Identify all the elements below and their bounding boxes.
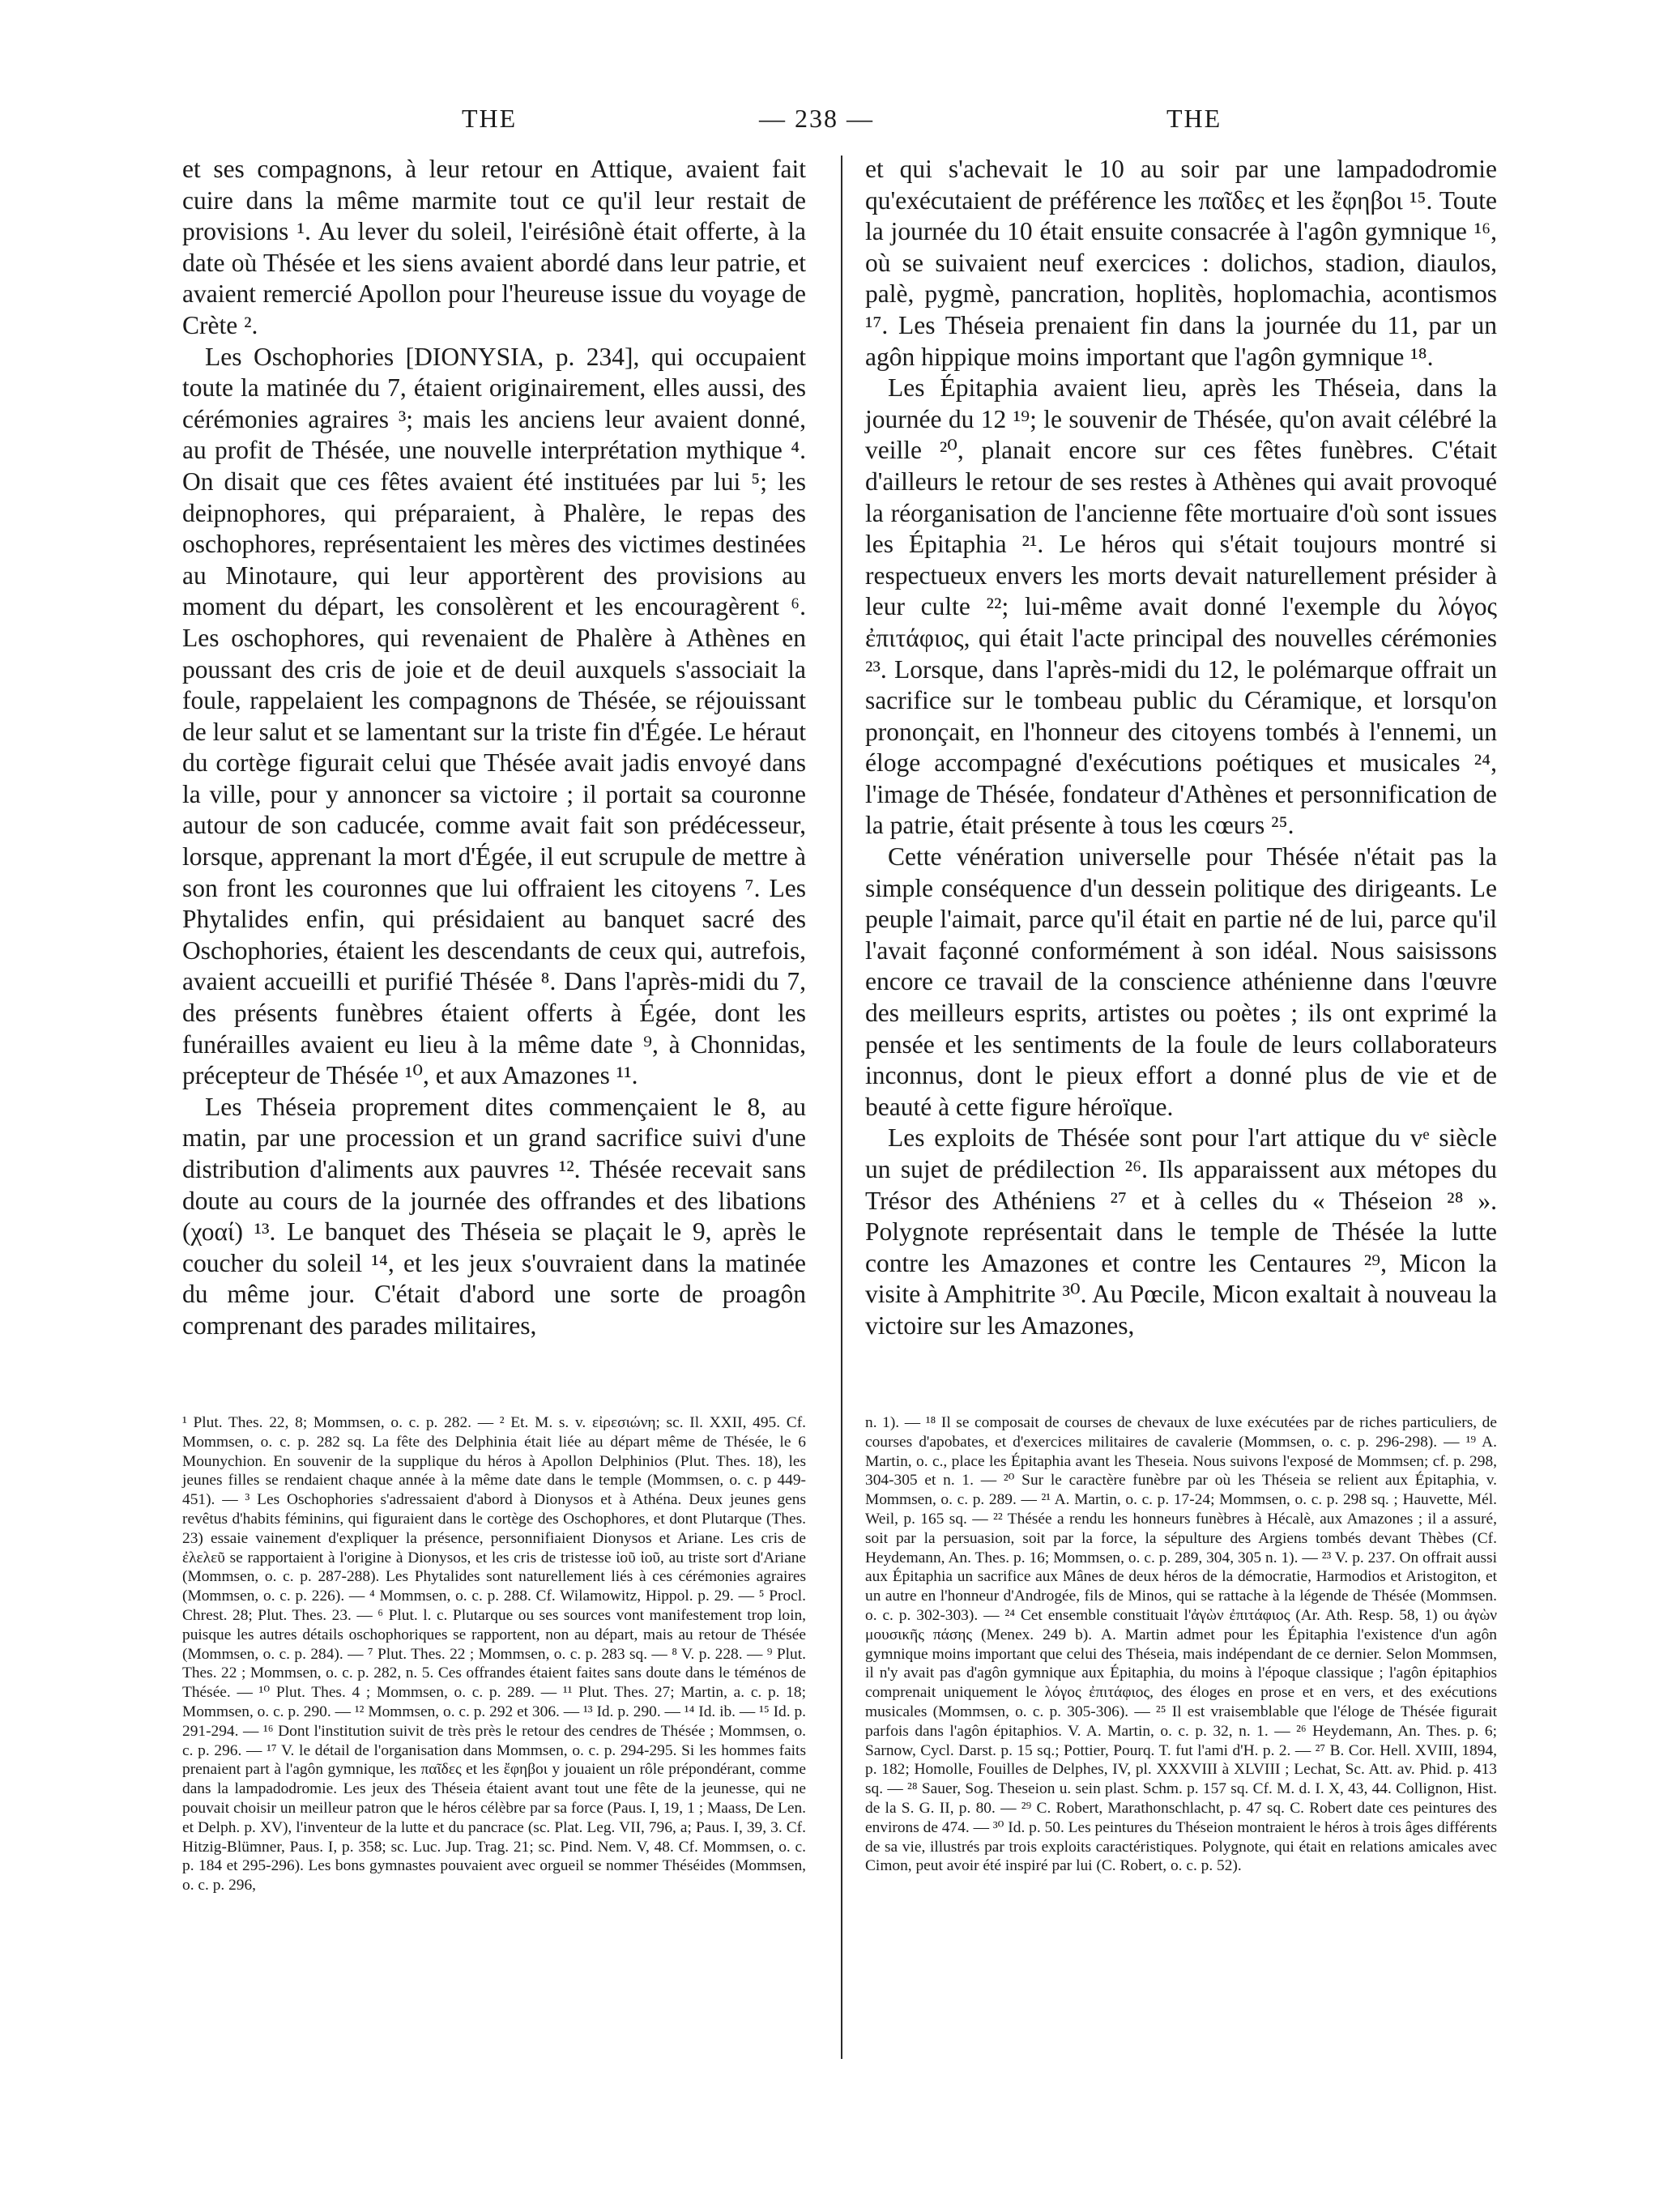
column-divider (841, 156, 842, 2059)
left-column (182, 154, 806, 1342)
running-head-left: THE (462, 104, 518, 133)
running-head-right: THE (1166, 104, 1222, 133)
paragraph: Les exploits de Thésée sont pour l'art attique du vᵉ siècle un sujet de prédilection ²⁶. Ils apparaissent aux métopes du Trésor des Athéniens ²⁷ et à celles du « Théseion ²⁸ ». Polygnote représentait dans le temple de Thésée la lutte contre les Amazones et contre les Centaures ²⁹, Micon la visite à Amphitrite ³⁰. Au Pœcile, Micon exaltait à nouveau la victoire sur les Amazones, (865, 1123, 1497, 1340)
paragraph: Les Oschophories [DIONYSIA, p. 234], qui occupaient toute la matinée du 7, étaient originairement, elles aussi, des cérémonies agraires ³; mais les anciens leur avaient donné, au profit de Thésée, une nouvelle interprétation mythique ⁴. On disait que ces fêtes avaient été instituées par lui ⁵; les deipnophores, qui préparaient, à Phalère, le repas des oschophores, représentaient les mères des victimes destinées au Minotaure, qui leur apportèrent des provisions au moment du départ, les consolèrent et les encouragèrent ⁶. Les oschophores, qui revenaient de Phalère à Athènes en poussant des cris de joie et de deuil auxquels s'associait la foule, rappelaient les compagnons de Thésée, se réjouissant de leur salut et se lamentant sur la triste fin d'Égée. Le héraut du cortège figurait celui que Thésée avait jadis envoyé dans la ville, pour y annoncer sa victoire ; il portait sa couronne autour de son caducée, comme avait fait son prédécesseur, lorsque, apprenant la mort d'Égée, il eut scrupule de mettre à son front les couronnes que lui offraient les citoyens ⁷. Les Phytalides enfin, qui présidaient au banquet sacré des Oschophories, étaient les descendants de ceux qui, autrefois, avaient accueilli et purifié Thésée ⁸. Dans l'après-midi du 7, des présents funèbres étaient offerts à Égée, dont les funérailles avaient eu lieu à la même date ⁹, à Chonnidas, précepteur de Thésée ¹⁰, et aux Amazones ¹¹. (182, 342, 806, 1090)
right-column (865, 154, 1497, 1342)
paragraph: Cette vénération universelle pour Thésée n'était pas la simple conséquence d'un dessein politique des dirigeants. Le peuple l'aimait, parce qu'il était en partie né de lui, parce qu'il l'avait façonné conformément à son idéal. Nous saisissons encore ce travail de la conscience athénienne dans l'œuvre des meilleurs esprits, artistes ou poètes ; ils ont exprimé la pensée et les sentiments de la foule de leurs collaborateurs inconnus, dont le pieux effort a donné plus de vie et de beauté à cette figure héroïque. (865, 842, 1497, 1121)
page-header (182, 104, 1462, 146)
footnotes-right: n. 1). — ¹⁸ Il se composait de courses de chevaux de luxe exécutées par de riches particuliers, de courses d'apobates, et d'exercices militaires de cavalerie (Mommsen, o. c. p. 296-298). — ¹⁹ A. Martin, o. c., place les Épitaphia avant les Theseia. Nous suivons l'exposé de Mommsen; cf. p. 298, 304-305 et n. 1. — ²⁰ Sur le caractère funèbre par où les Théseia se relient aux Épitaphia, v. Mommsen, o. c. p. 289. — ²¹ A. Martin, o. c. p. 17-24; Mommsen, o. c. p. 298 sq. ; Hauvette, Mél. Weil, p. 165 sq. — ²² Thésée a rendu les honneurs funèbres à Hécalè, aux Amazones ; il a assuré, soit par la persuasion, soit par la force, la sépulture des Argiens tombés devant Thèbes (Cf. Heydemann, An. Thes. p. 16; Mommsen, o. c. p. 289, 304, 305 n. 1). — ²³ V. p. 237. On offrait aussi aux Épitaphia un sacrifice aux Mânes de deux héros de la démocratie, Harmodios et Aristogiton, et un autre en l'honneur d'Androgée, fils de Minos, qui se rattache à la légende de Thésée (Mommsen. o. c. p. 302-303). — ²⁴ Cet ensemble constituait l'ἀγὼν ἐπιτάφιος (Ar. Ath. Resp. 58, 1) ou ἀγὼν μουσικῆς πάσης (Menex. 249 b). A. Martin admet pour les Épitaphia l'existence d'un agôn gymnique moins important que celui des Théseia, mais indépendant de ce dernier. Selon Mommsen, il n'y avait pas d'agôn gymnique aux Épitaphia, du moins à l'époque classique ; l'agôn épitaphios comprenait uniquement le λόγος ἐπιτάφιος, des éloges en prose et en vers, et des exécutions musicales (Mommsen, o. c. p. 305-306). — ²⁵ Il est vraisemblable que l'éloge de Thésée figurait parfois dans l'agôn épitaphios. V. A. Martin, o. c. p. 32, n. 1. — ²⁶ Heydemann, An. Thes. p. 6; Sarnow, Cycl. Darst. p. 15 sq.; Pottier, Pourq. T. fut l'ami d'H. p. 2. — ²⁷ B. Cor. Hell. XVIII, 1894, p. 182; Homolle, Fouilles de Delphes, IV, pl. XXXVIII à XLVIII ; Lechat, Sc. Att. av. Phid. p. 413 sq. — ²⁸ Sauer, Sog. Theseion u. sein plast. Schm. p. 157 sq. Cf. M. d. I. X, 43, 44. Collignon, Hist. de la S. G. II, p. 80. — ²⁹ C. Robert, Marathonschlacht, p. 47 sq. C. Robert date ces peintures des environs de 474. — ³⁰ Id. p. 50. Les peintures du Théseion montraient le héros à trois âges différents de sa vie, illustrés par trois exploits caractéristiques. Polygnote, qui était en relations amicales avec Cimon, peut avoir été inspiré par lui (C. Robert, o. c. p. 52). (865, 1414, 1497, 1875)
footnotes-left: ¹ Plut. Thes. 22, 8; Mommsen, o. c. p. 282. — ² Et. M. s. v. εἰρεσιώνη; sc. Il. XXII, 495. Cf. Mommsen, o. c. p. 282 sq. La fête des Delphinia était liée au départ même de Thésée, le 6 Mounychion. En souvenir de la supplique du héros à Apollon Delphinios (Plut. Thes. 18), les jeunes filles se rendaient chaque année à la même date dans le temple (Mommsen, o. c. p 449-451). — ³ Les Oschophories s'adressaient d'abord à Dionysos et à Athéna. Deux jeunes gens revêtus d'habits féminins, qui figuraient dans le cortège des Oschophores, et dont Plutarque (Thes. 23) essaie vainement d'expliquer la présence, personnifiaient Dionysos et Ariane. Les cris de ἐλελεῦ se rapportaient à l'origine à Dionysos, et les cris de tristesse ἰοῦ ἰοῦ, au triste sort d'Ariane (Mommsen, o. c. p. 287-288). Les Phytalides sont naturellement liés à ces cérémonies agraires (Mommsen, o. c. p. 226). — ⁴ Mommsen, o. c. p. 288. Cf. Wilamowitz, Hippol. p. 29. — ⁵ Procl. Chrest. 28; Plut. Thes. 23. — ⁶ Plut. l. c. Plutarque ou ses sources vont manifestement trop loin, puisque les autres détails oschophoriques se rapportent, non au départ, mais au retour de Thésée (Mommsen, o. c. p. 284). — ⁷ Plut. Thes. 22 ; Mommsen, o. c. p. 283 sq. — ⁸ V. p. 228. — ⁹ Plut. Thes. 22 ; Mommsen, o. c. p. 282, n. 5. Ces offrandes étaient faites sans doute dans le téménos de Thésée. — ¹⁰ Plut. Thes. 4 ; Mommsen, o. c. p. 289. — ¹¹ Plut. Thes. 27; Martin, a. c. p. 18; Mommsen, o. c. p. 290. — ¹² Mommsen, o. c. p. 292 et 306. — ¹³ Id. p. 290. — ¹⁴ Id. ib. — ¹⁵ Id. p. 291-294. — ¹⁶ Dont l'institution suivit de très près le retour des cendres de Thésée ; Mommsen, o. c. p. 296. — ¹⁷ V. le détail de l'organisation dans Mommsen, o. c. p. 294-295. Si les hommes faits prenaient part à l'agôn gymnique, les παῖδες et les ἔφηβοι y jouaient un rôle prépondérant, comme dans la lampadodromie. Les jeux des Théseia étaient avant tout une fête de la jeunesse, qui ne pouvait choisir un meilleur patron que le héros célèbre par sa force (Paus. I, 19, 1 ; Maass, De Len. et Delph. p. XV), l'inventeur de la lutte et du pancrace (sc. Plat. Leg. VII, 796, a; Paus. I, 39, 3. Cf. Hitzig-Blümner, Paus. I, p. 358; sc. Luc. Jup. Trag. 21; sc. Pind. Nem. V, 48. Cf. Mommsen, o. c. p. 184 et 295-296). Les bons gymnastes pouvaient avec orgueil se nommer Théséides (Mommsen, o. c. p. 296, (182, 1414, 806, 1894)
paragraph: et ses compagnons, à leur retour en Attique, avaient fait cuire dans la même marmite tout ce qu'il leur restait de provisions ¹. Au lever du soleil, l'eirésiônè était offerte, à la date où Thésée et les siens avaient abordé dans leur patrie, et avaient remercié Apollon pour l'heureuse issue du voyage de Crète ². (182, 155, 806, 339)
page-number: — 238 — (759, 104, 874, 133)
paragraph: et qui s'achevait le 10 au soir par une lampadodromie qu'exécutaient de préférence les παῖδες et les ἔφηβοι ¹⁵. Toute la journée du 10 était ensuite consacrée à l'agôn gymnique ¹⁶, où se suivaient neuf exercices : dolichos, stadion, diaulos, palè, pygmè, pancration, hoplitès, hoplomachia, acontismos ¹⁷. Les Théseia prenaient fin dans la journée du 11, par un agôn hippique moins important que l'agôn gymnique ¹⁸. (865, 155, 1497, 371)
paragraph: Les Épitaphia avaient lieu, après les Théseia, dans la journée du 12 ¹⁹; le souvenir de Thésée, qu'on avait célébré la veille ²⁰, planait encore sur ces fêtes funèbres. C'était d'ailleurs le retour de ses restes à Athènes qui avait provoqué la réorganisation de l'ancienne fête mortuaire d'où sont issues les Épitaphia ²¹. Le héros qui s'était toujours montré si respectueux envers les morts devait naturellement présider à leur culte ²²; lui-même avait donné l'exemple du λόγος ἐπιτάφιος, qui était l'acte principal des nouvelles cérémonies ²³. Lorsque, dans l'après-midi du 12, le polémarque offrait un sacrifice sur le tombeau public du Céramique, et lorsqu'on prononçait, en l'honneur des citoyens tombés à l'ennemi, un éloge accompagné d'exécutions poétiques et musicales ²⁴, l'image de Thésée, fondateur d'Athènes et personnification de la patrie, était présente à tous les cœurs ²⁵. (865, 373, 1497, 840)
paragraph: Les Théseia proprement dites commençaient le 8, au matin, par une procession et un grand sacrifice suivi d'une distribution d'aliments aux pauvres ¹². Thésée recevait sans doute au cours de la journée des offrandes et des libations (χοαί) ¹³. Le banquet des Théseia se plaçait le 9, après le coucher du soleil ¹⁴, et les jeux s'ouvraient dans la matinée du même jour. C'était d'abord une sorte de proagôn comprenant des parades militaires, (182, 1092, 806, 1340)
